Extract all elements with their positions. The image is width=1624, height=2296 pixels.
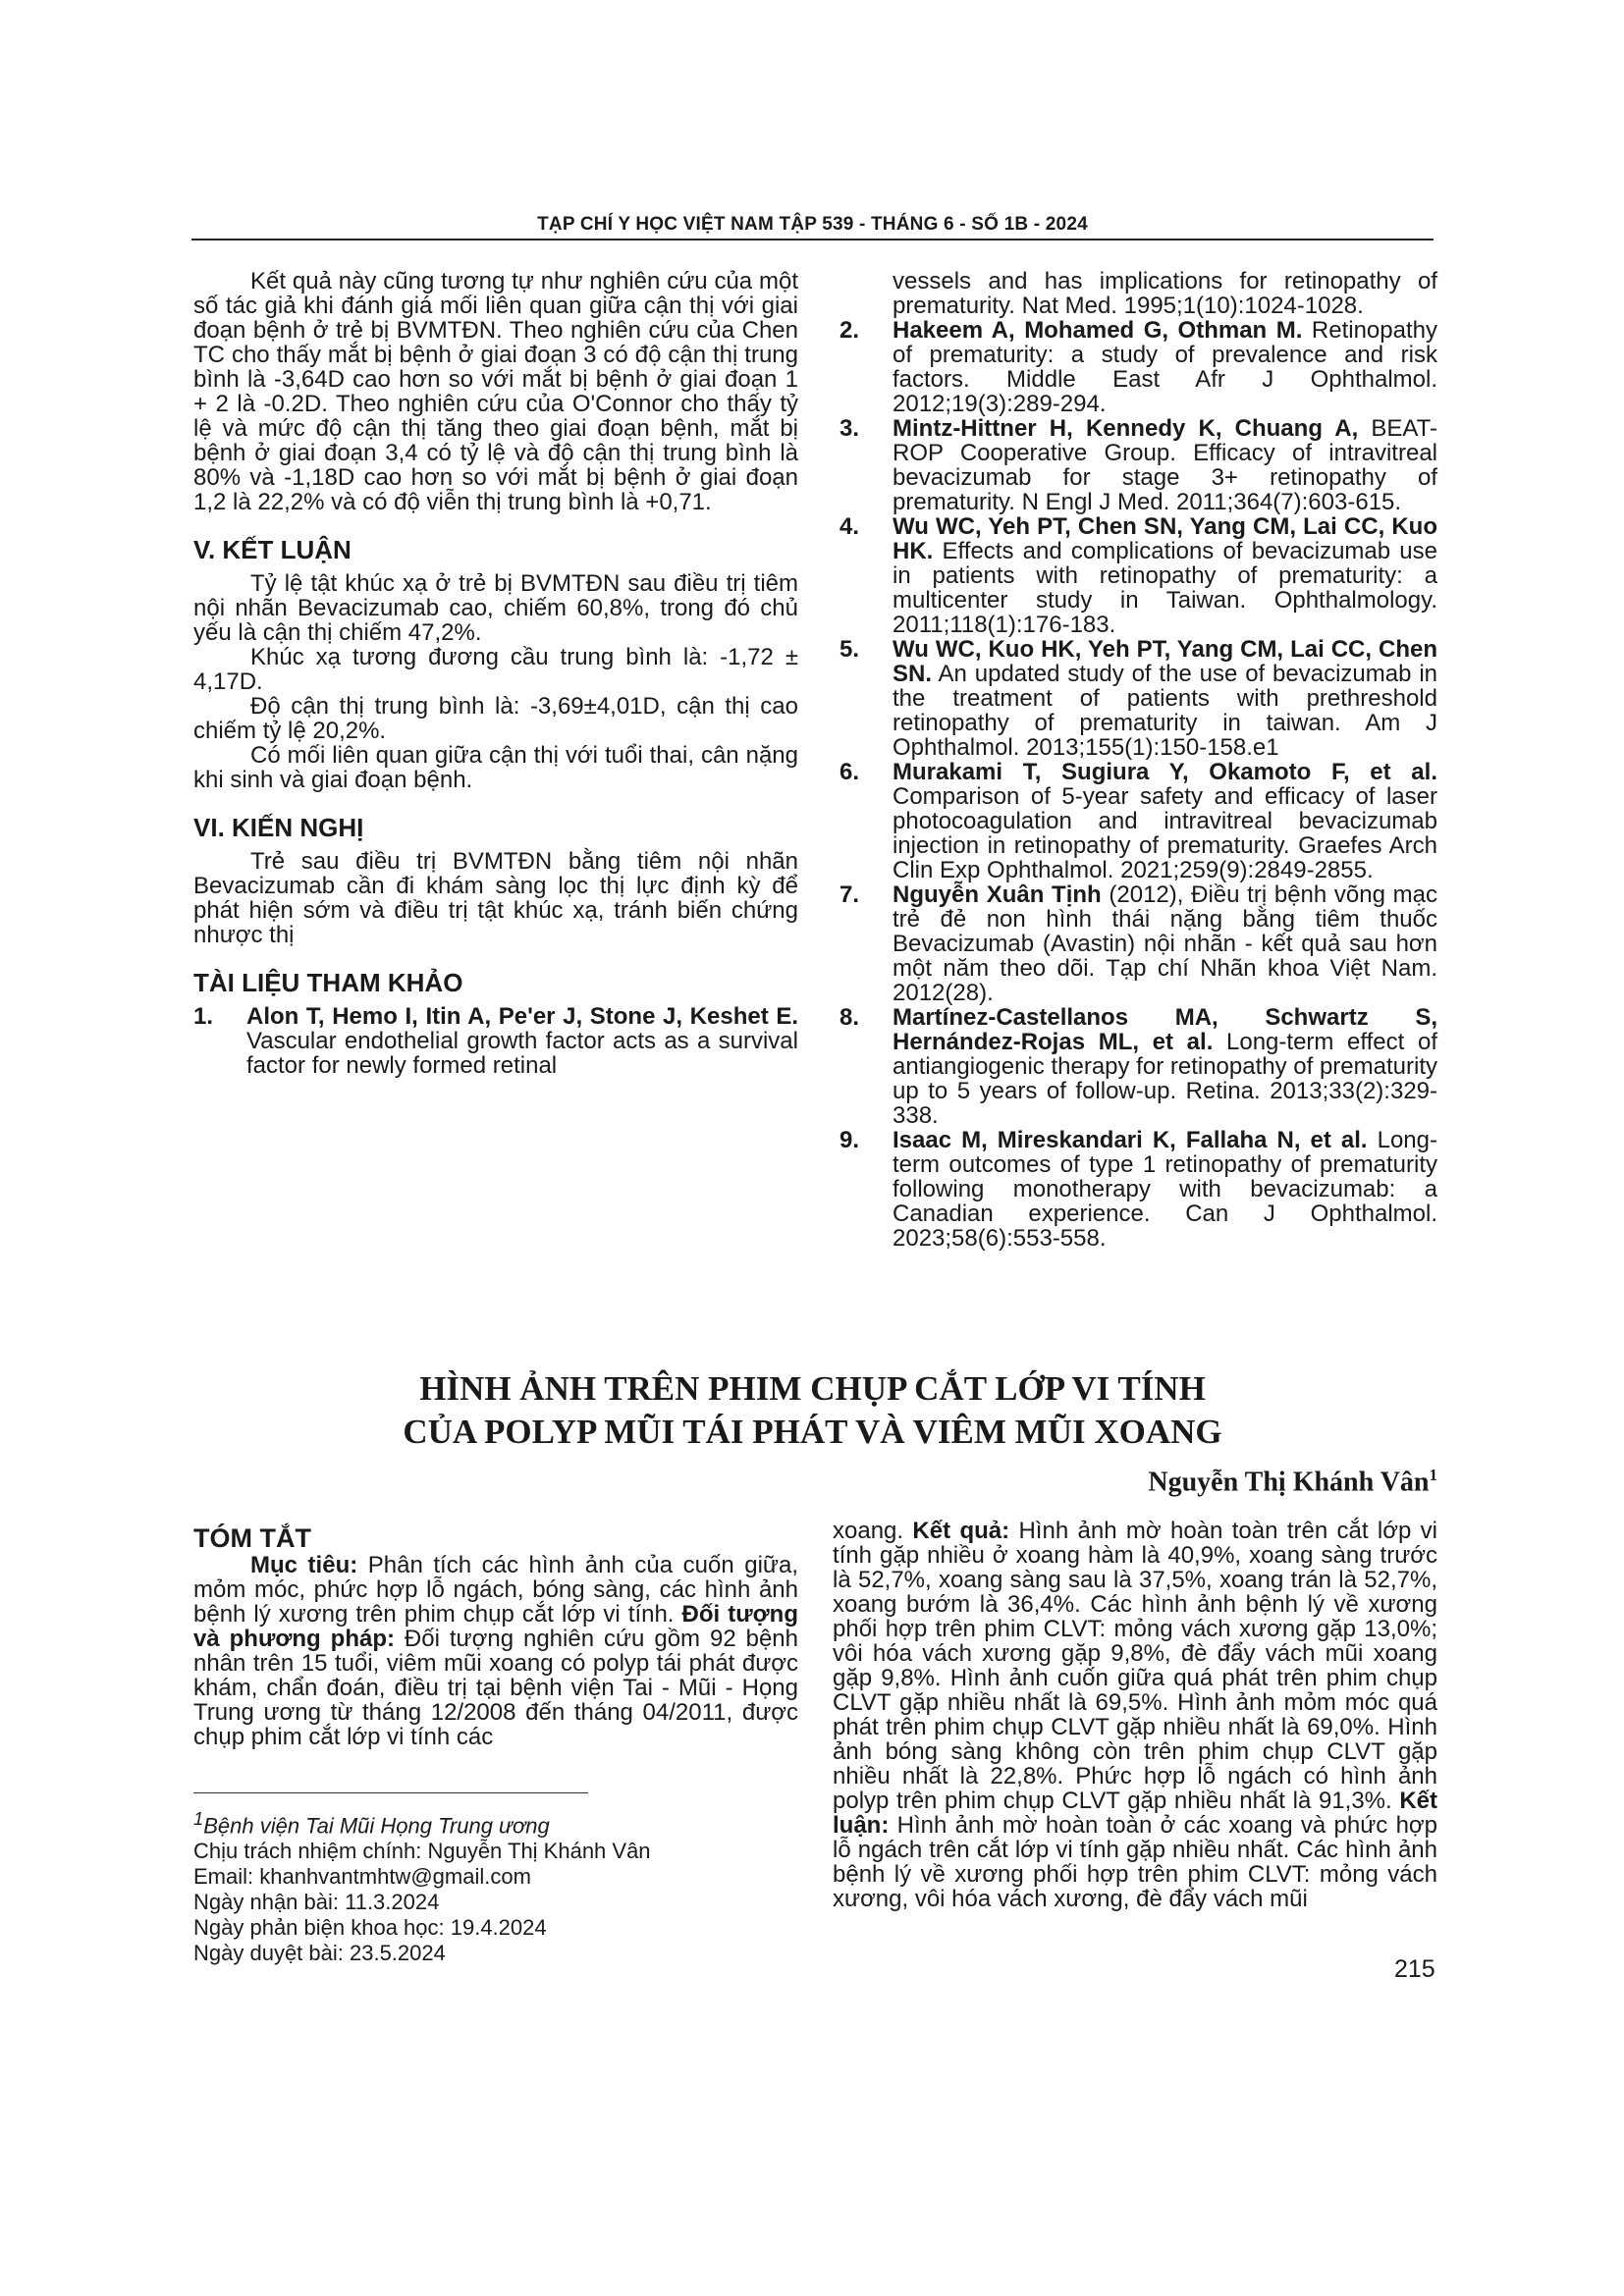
reference-authors: Alon T, Hemo I, Itin A, Pe'er J, Stone J, Keshet E. xyxy=(246,1003,798,1030)
reference-authors: Martínez-Castellanos MA, Schwartz S, Hernández-Rojas ML, et al. xyxy=(893,1004,1437,1055)
reference-authors: Hakeem A, Mohamed G, Othman M. xyxy=(893,317,1303,344)
footnote-corresponding: Chịu trách nhiệm chính: Nguyễn Thị Khánh Vân xyxy=(193,1839,651,1864)
footnote-affiliation xyxy=(193,1806,798,1839)
reference-authors: Murakami T, Sugiura Y, Okamoto F, et al. xyxy=(893,759,1437,785)
reference-text: Comparison of 5-year safety and efficacy of laser photocoagulation and intravitreal bevacizumab injection in retinopathy of prematurity. Graefes Arch Clin Exp Ophthalmol. 2021;259(9):2849-2855. xyxy=(893,783,1437,883)
reference-authors: Wu WC, Yeh PT, Chen SN, Yang CM, Lai CC, Kuo HK. xyxy=(893,513,1437,564)
reference-text: An updated study of the use of bevacizumab in the treatment of patients with prethreshold retinopathy of prematurity in taiwan. Am J Ophthalmol. 2013;155(1):150-158.e1 xyxy=(893,661,1437,761)
reference-authors: Wu WC, Kuo HK, Yeh PT, Yang CM, Lai CC, Chen SN. xyxy=(893,636,1437,687)
author-affiliation-mark: 1 xyxy=(1429,1466,1437,1484)
reference-authors: Nguyễn Xuân Tịnh xyxy=(893,881,1102,908)
abstract-text: xoang. xyxy=(833,1518,913,1544)
abstract-text: Đối tượng nghiên cứu gồm 92 bệnh nhân trên 15 tuổi, viêm mũi xoang có polyp tái phát được khám, chẩn đoán, điều trị tại bệnh viện Tai - Mũi - Họng Trung ương từ tháng 12/2008 đến tháng 04/2011, được chụp phim cắt lớp vi tính các xyxy=(193,1626,798,1750)
reference-text: Retinopathy of prematurity: a study of prevalence and risk factors. Middle East Afr J Ophthalmol. 2012;19(3):289-294. xyxy=(893,317,1437,417)
reference-item xyxy=(839,760,1437,882)
abstract-label: Kết quả: xyxy=(912,1518,1010,1544)
conclusion-heading: V. KẾT LUẬN xyxy=(193,535,352,564)
reference-text: vessels and has implications for retinopathy of prematurity. Nat Med. 1995;1(10):1024-1028. xyxy=(893,268,1437,319)
reference-item xyxy=(193,1004,798,1078)
conclusion-paragraph: Có mối liên quan giữa cận thị với tuổi thai, cân nặng khi sinh và giai đoạn bệnh. xyxy=(193,742,798,793)
recommendation-paragraph: Trẻ sau điều trị BVMTĐN bằng tiêm nội nhãn Bevacizumab cần đi khám sàng lọc thị lực định kỳ để phát hiện sớm và điều trị tật khúc xạ, tránh biến chứng nhược thị xyxy=(193,848,798,948)
recommendation-heading: VI. KIẾN NGHỊ xyxy=(193,813,364,842)
abstract-label: Mục tiêu: xyxy=(250,1552,358,1578)
reference-number: 6. xyxy=(839,759,860,785)
reference-number: 5. xyxy=(839,636,860,663)
article-title xyxy=(191,1367,1434,1454)
references-heading: TÀI LIỆU THAM KHẢO xyxy=(193,968,463,997)
reference-text: Effects and complications of bevacizumab use in patients with retinopathy of prematurity: a multicenter study in Taiwan. Ophthalmology. 2011;118(1):176-183. xyxy=(893,538,1437,638)
affiliation-text: Bệnh viện Tai Mũi Họng Trung ương xyxy=(203,1813,550,1839)
conclusion-paragraph: Độ cận thị trung bình là: -3,69±4,01D, cận thị cao chiếm tỷ lệ 20,2%. xyxy=(193,693,798,744)
reference-number: 4. xyxy=(839,513,860,540)
footnote-email: Email: khanhvantmhtw@gmail.com xyxy=(193,1864,531,1890)
reference-number: 3. xyxy=(839,415,860,442)
conclusion-paragraph: Khúc xạ tương đương cầu trung bình là: -1,72 ± 4,17D. xyxy=(193,644,798,695)
reference-item xyxy=(839,1005,1437,1128)
reference-continuation xyxy=(839,269,1437,318)
reference-number: 8. xyxy=(839,1004,860,1031)
reference-number: 7. xyxy=(839,881,860,908)
author-name xyxy=(1148,1466,1437,1498)
reference-authors: Mintz-Hittner H, Kennedy K, Chuang A, xyxy=(893,415,1359,442)
reference-item xyxy=(839,637,1437,760)
reference-text: BEAT-ROP Cooperative Group. Efficacy of intravitreal bevacizumab for stage 3+ retinopathy of prematurity. N Engl J Med. 2011;364(7):603-615. xyxy=(893,415,1437,515)
reference-authors: Isaac M, Mireskandari K, Fallaha N, et al. xyxy=(893,1127,1368,1153)
abstract-paragraph xyxy=(833,1519,1437,1911)
affiliation-mark: 1 xyxy=(193,1808,204,1829)
conclusion-paragraph: Tỷ lệ tật khúc xạ ở trẻ bị BVMTĐN sau điều trị tiêm nội nhãn Bevacizumab cao, chiếm 60,8%, trong đó chủ yếu là cận thị chiếm 47,2%. xyxy=(193,570,798,646)
footnote-accepted: Ngày duyệt bài: 23.5.2024 xyxy=(193,1941,446,1966)
reference-text: Vascular endothelial growth factor acts as a survival factor for newly formed retinal xyxy=(246,1028,798,1079)
right-column xyxy=(839,269,1437,1251)
article-title-line: HÌNH ẢNH TRÊN PHIM CHỤP CẮT LỚP VI TÍNH xyxy=(419,1369,1206,1408)
footnote-divider xyxy=(193,1792,588,1793)
reference-item xyxy=(839,514,1437,637)
reference-item xyxy=(839,882,1437,1005)
page-number: 215 xyxy=(1394,1955,1435,1983)
abstract-paragraph xyxy=(193,1553,798,1749)
abstract-right-column xyxy=(833,1519,1437,1911)
abstract-heading: TÓM TẮT xyxy=(193,1523,311,1553)
abstract-text: Phân tích các hình ảnh của cuốn giữa, mỏm móc, phức hợp lỗ ngách, bóng sàng, các hình ảnh bệnh lý xương trên phim chụp cắt lớp vi tính. xyxy=(193,1552,798,1628)
abstract-text: Hình ảnh mờ hoàn toàn ở các xoang và phức hợp lỗ ngách trên cắt lớp vi tính gặp nhiều nhất. Các hình ảnh bệnh lý về xương phối hợp trên phim CLVT: mỏng vách xương, vôi hóa vách xương, đè đẩy vách mũi xyxy=(833,1812,1437,1912)
left-column xyxy=(193,269,798,1078)
reference-text: Long-term effect of antiangiogenic therapy for retinopathy of prematurity up to 5 years of follow-up. Retina. 2013;33(2):329-338. xyxy=(893,1029,1437,1129)
reference-list xyxy=(839,318,1437,1251)
discussion-paragraph: Kết quả này cũng tương tự như nghiên cứu của một số tác giả khi đánh giá mối liên quan giữa cận thị với giai đoạn bệnh ở trẻ bị BVMTĐN. Theo nghiên cứu của Chen TC cho thấy mắt bị bệnh ở giai đoạn 3 có độ cận thị trung bình là -3,64D cao hơn so với mắt bị bệnh ở giai đoạn 1 + 2 là -0.2D. Theo nghiên cứu của O'Connor cho thấy tỷ lệ và mức độ cận thị tăng theo giai đoạn bệnh, mắt bị bệnh ở giai đoạn 3,4 có tỷ lệ và độ cận thị trung bình là 80% và -1,18D cao hơn so với mắt bị bệnh ở giai đoạn 1,2 là 22,2% và có độ viễn thị trung bình là +0,71. xyxy=(193,268,798,515)
abstract-text: Hình ảnh mờ hoàn toàn trên cắt lớp vi tính gặp nhiều ở xoang hàm là 40,9%, xoang sàng trước là 52,7%, xoang sàng sau là 37,5%, xoang trán là 52,7%, xoang bướm là 36,4%. Các hình ảnh bệnh lý về xương phối hợp trên phim CLVT: mỏng vách xương gặp 13,0%; vôi hóa vách xương gặp 9,8%, đè đẩy vách mũi xoang gặp 9,8%. Hình ảnh cuốn giữa quá phát trên phim chụp CLVT gặp nhiều nhất là 69,5%. Hình ảnh mỏm móc quá phát trên phim chụp CLVT gặp nhiều nhất là 69,0%. Hình ảnh bóng sàng không còn trên phim chụp CLVT gặp nhiều nhất là 22,8%. Phức hợp lỗ ngách có hình ảnh polyp trên phim chụp CLVT gặp nhiều nhất là 91,3%. xyxy=(833,1518,1437,1814)
footnotes xyxy=(193,1806,798,1966)
article-title-line: CỦA POLYP MŨI TÁI PHÁT VÀ VIÊM MŨI XOANG xyxy=(403,1413,1222,1451)
abstract-left-column xyxy=(193,1523,798,1749)
header-divider xyxy=(191,239,1434,240)
abstract-label: Kết luận: xyxy=(833,1788,1437,1839)
reference-number: 2. xyxy=(839,317,860,344)
abstract-label: Đối tượng và phương pháp: xyxy=(193,1601,798,1652)
running-header: TẠP CHÍ Y HỌC VIỆT NAM TẬP 539 - THÁNG 6 - SỐ 1B - 2024 xyxy=(537,214,1088,235)
footnote-received: Ngày nhận bài: 11.3.2024 xyxy=(193,1890,440,1915)
reference-item xyxy=(839,1128,1437,1251)
reference-text: Long-term outcomes of type 1 retinopathy of prematurity following monotherapy with bevacizumab: a Canadian experience. Can J Ophthalmol. 2023;58(6):553-558. xyxy=(893,1127,1437,1252)
reference-text: (2012), Điều trị bệnh võng mạc trẻ đẻ non hình thái nặng bằng tiêm thuốc Bevacizumab (Avastin) nội nhãn - kết quả sau hơn một năm theo dõi. Tạp chí Nhãn khoa Việt Nam. 2012(28). xyxy=(893,881,1437,1006)
reference-item xyxy=(839,416,1437,514)
reference-number: 1. xyxy=(193,1003,214,1030)
author-text: Nguyễn Thị Khánh Vân xyxy=(1148,1467,1430,1498)
reference-number: 9. xyxy=(839,1127,860,1153)
footnote-reviewed: Ngày phản biện khoa học: 19.4.2024 xyxy=(193,1915,547,1941)
reference-item xyxy=(839,318,1437,416)
